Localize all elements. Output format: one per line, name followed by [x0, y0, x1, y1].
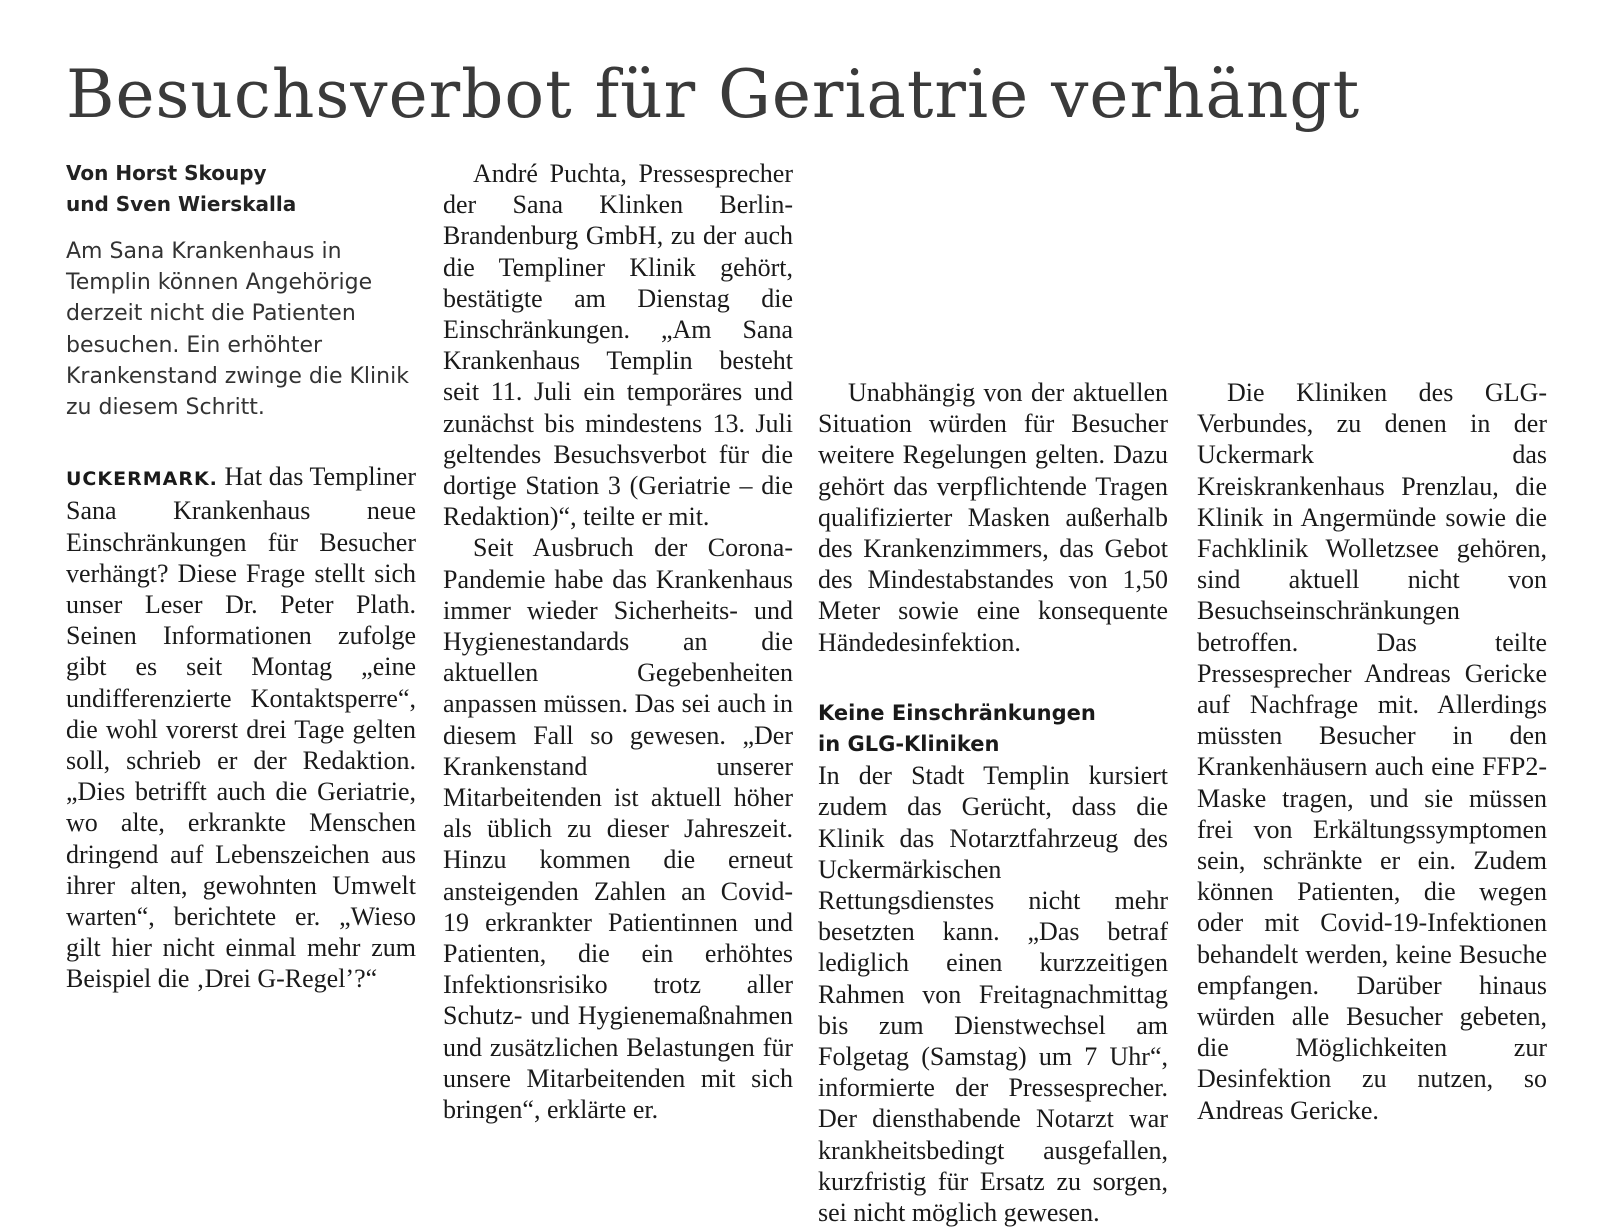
column-1: [66, 158, 416, 995]
headline: Besuchsverbot für Geriatrie verhängt: [66, 56, 1361, 133]
subhead-line-1: Keine Einschränkungen: [818, 700, 1096, 725]
subhead: [818, 698, 1168, 760]
paragraph-1-text: Hat das Templiner Sana Krankenhaus neue Einschränkungen für Besucher verhängt? Diese Frage stellt sich unser Leser Dr. Peter Plath. Seinen Informationen zufolge gibt es seit Montag „eine undifferenzierte Kontaktsperre“, die wohl vorerst drei Tage gelten soll, schrieb er der Redaktion. „Dies betrifft auch die Geriatrie, wo alte, erkrankte Menschen dringend auf Lebenszeichen aus ihrer alten, gewohnten Umwelt warten“, berichtete er. „Wieso gilt hier nicht einmal mehr zum Beispiel die ‚Drei G-Regel’?“: [66, 462, 416, 994]
paragraph-5: In der Stadt Templin kursiert zudem das Gerücht, dass die Klinik das Notarztfahrzeug des Uckermärkischen Rettungsdienstes nicht mehr besetzten kann. „Das betraf lediglich einen kurzzeitigen Rahmen von Freitagnachmittag bis zum Dienstwechsel am Folgetag (Samstag) um 7 Uhr“, informierte der Pressesprecher. Der diensthabende Notarzt war krankheitsbedingt ausgefallen, kurzfristig für Ersatz zu sorgen, sei nicht möglich gewesen.: [818, 761, 1168, 1228]
paragraph-4: Unabhängig von der aktuellen Situation würden für Besucher weitere Regelungen gelten. Dazu gehört das verpflichtende Tragen qualifizierter Masken außerhalb des Krankenzimmers, das Gebot des Mindestabstandes von 1,50 Meter sowie eine konsequente Händedesinfektion.: [818, 378, 1168, 657]
paragraph-6: Die Kliniken des GLG-Verbundes, zu denen in der Uckermark das Kreiskrankenhaus Prenzlau, die Klinik in Angermünde sowie die Fachklinik Wolletzsee gehören, sind aktuell nicht von Besuchseinschränkungen betroffen. Das teilte Pressesprecher Andreas Gericke auf Nachfrage mit. Allerdings müssten Besucher in den Krankenhäusern auch eine FFP2-Maske tragen, und sie müssen frei von Erkältungssymptomen sein, schränkte er ein. Zudem können Patienten, die wegen oder mit Covid-19-Infektionen behandelt werden, keine Besuche empfangen. Darüber hinaus würden alle Besucher gebeten, die Möglichkeiten zur Desinfektion zu nutzen, so Andreas Gericke.: [1197, 378, 1547, 1125]
teaser: Am Sana Krankenhaus in Templin können Angehörige derzeit nicht die Patienten besuchen. Ein erhöhter Krankenstand zwinge die Klinik zu diesem Schritt.: [66, 239, 409, 421]
byline: [66, 158, 416, 220]
paragraph-2: André Puchta, Pressesprecher der Sana Klinken Berlin-Brandenburg GmbH, zu der auch die Templiner Klinik gehört, bestätigte am Dienstag die Einschränkungen. „Am Sana Krankenhaus Templin besteht seit 11. Juli ein temporäres und zunächst bis mindestens 13. Juli geltendes Besuchsverbot für die dortige Station 3 (Geriatrie – die Redaktion)“, teilte er mit.: [443, 159, 793, 532]
subhead-line-2: in GLG-Kliniken: [818, 732, 1000, 757]
column-4: [1197, 377, 1547, 1126]
paragraph-3: Seit Ausbruch der Corona-Pandemie habe das Krankenhaus immer wieder Sicherheits- und Hygienestandards an die aktuellen Gegebenheiten anpassen müssen. Das sei auch in diesem Fall so gewesen. „Der Krankenstand unserer Mitarbeitenden ist aktuell höher als üblich zu dieser Jahreszeit. Hinzu kommen die erneut ansteigenden Zahlen an Covid-19 erkrankter Patientinnen und Patienten, die ein erhöhtes Infektionsrisiko trotz aller Schutz- und Hygienemaßnahmen und zusätzlichen Belastungen für unsere Mitarbeitenden mit sich bringen“, erklärte er.: [443, 533, 793, 1125]
byline-line-2: und Sven Wierskalla: [66, 192, 297, 216]
paragraph-1: [66, 461, 416, 994]
dateline: UCKERMARK.: [66, 468, 218, 491]
column-2: [443, 158, 793, 1125]
column-3: [818, 377, 1168, 1228]
byline-line-1: Von Horst Skoupy: [66, 161, 267, 185]
